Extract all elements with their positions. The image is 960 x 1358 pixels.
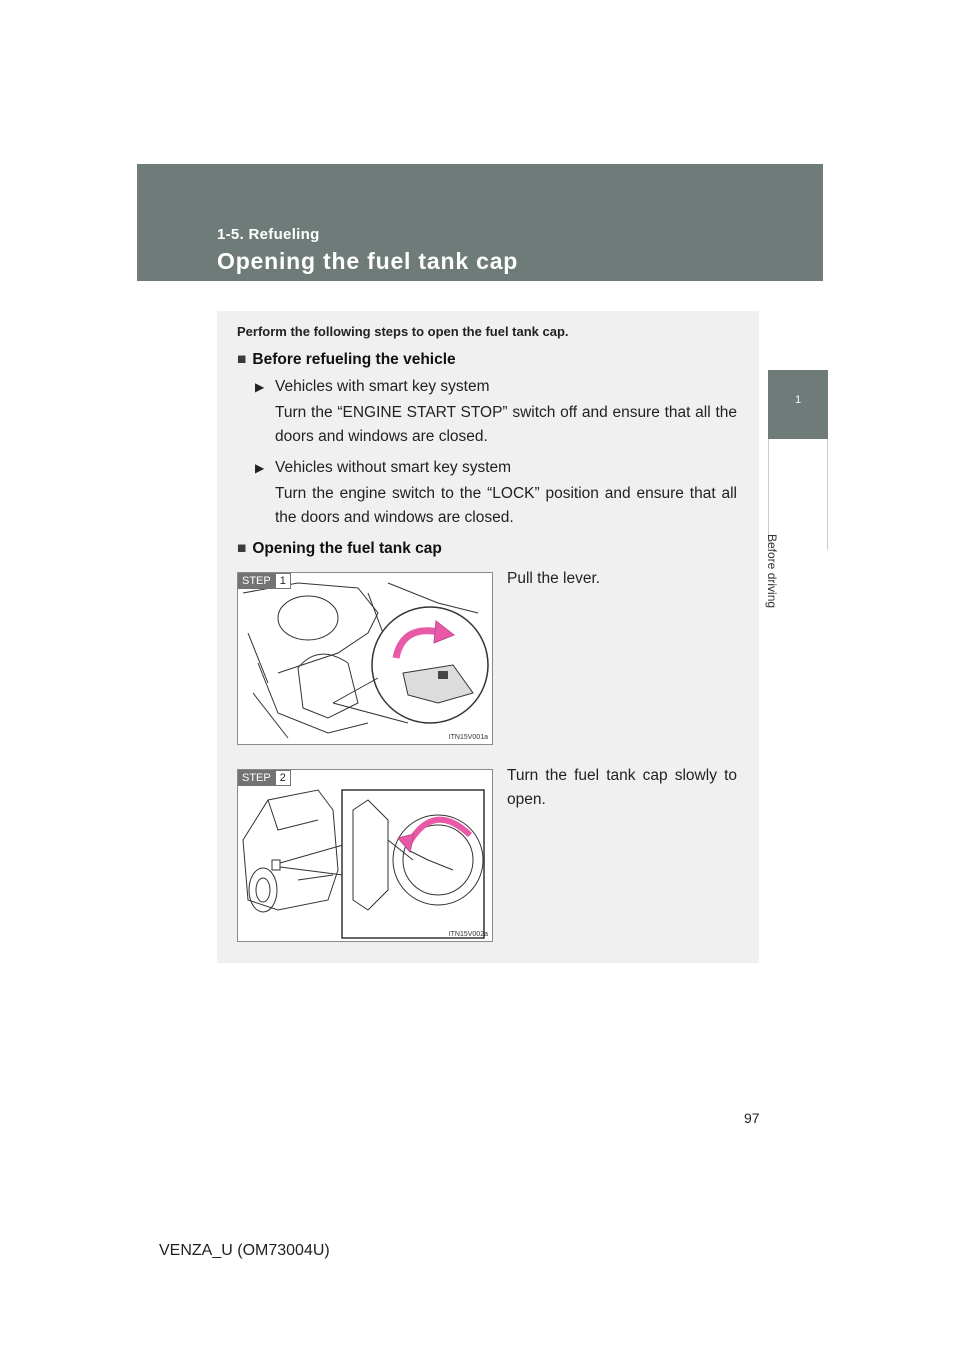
page-number: 97 xyxy=(744,1110,760,1126)
zoom-inset xyxy=(342,790,484,938)
step-word: STEP xyxy=(238,573,275,589)
step-1-text: Pull the lever. xyxy=(507,570,601,587)
page-title: Opening the fuel tank cap xyxy=(217,248,519,274)
step-2-figure xyxy=(237,769,493,942)
document-code: VENZA_U (OM73004U) xyxy=(159,1242,330,1259)
heading-before-refueling-label: Before refueling the vehicle xyxy=(252,351,456,368)
figure-code: ITN15V001a xyxy=(448,734,488,741)
step-word: STEP xyxy=(238,770,275,786)
triangle-bullet-icon: ▶ xyxy=(255,380,265,394)
intro-text: Perform the following steps to open the fuel tank cap. xyxy=(237,324,569,339)
step-1-badge xyxy=(238,573,291,589)
no-smart-key-item xyxy=(255,459,511,477)
smart-key-item xyxy=(255,378,489,396)
heading-opening-cap xyxy=(237,540,442,558)
zoom-circle xyxy=(372,607,488,723)
fuel-lever-illustration xyxy=(238,573,493,745)
fuel-cap-illustration xyxy=(238,770,493,942)
no-smart-key-text: Turn the engine switch to the “LOCK” position and ensure that all the doors and windows are closed. xyxy=(275,485,737,526)
heading-opening-cap-label: Opening the fuel tank cap xyxy=(252,540,442,557)
triangle-bullet-icon: ▶ xyxy=(255,461,265,475)
section-label: 1-5. Refueling xyxy=(217,226,320,243)
chapter-tab[interactable] xyxy=(768,370,828,439)
smart-key-text: Turn the “ENGINE START STOP” switch off and ensure that all the doors and windows are closed. xyxy=(275,404,737,445)
square-bullet-icon: ■ xyxy=(237,351,247,368)
step-number: 2 xyxy=(275,770,291,786)
step-1-figure xyxy=(237,572,493,745)
step-number: 1 xyxy=(275,573,291,589)
chapter-label: Before driving xyxy=(765,534,779,609)
no-smart-key-label: Vehicles without smart key system xyxy=(275,459,512,476)
content-box xyxy=(217,311,759,963)
step-2-text: Turn the fuel tank cap slowly to open. xyxy=(507,767,737,808)
step-2-badge xyxy=(238,770,291,786)
figure-code: ITN15V002a xyxy=(448,931,488,938)
chapter-number: 1 xyxy=(794,394,802,406)
smart-key-label: Vehicles with smart key system xyxy=(275,378,490,395)
square-bullet-icon: ■ xyxy=(237,540,247,557)
heading-before-refueling xyxy=(237,351,456,369)
